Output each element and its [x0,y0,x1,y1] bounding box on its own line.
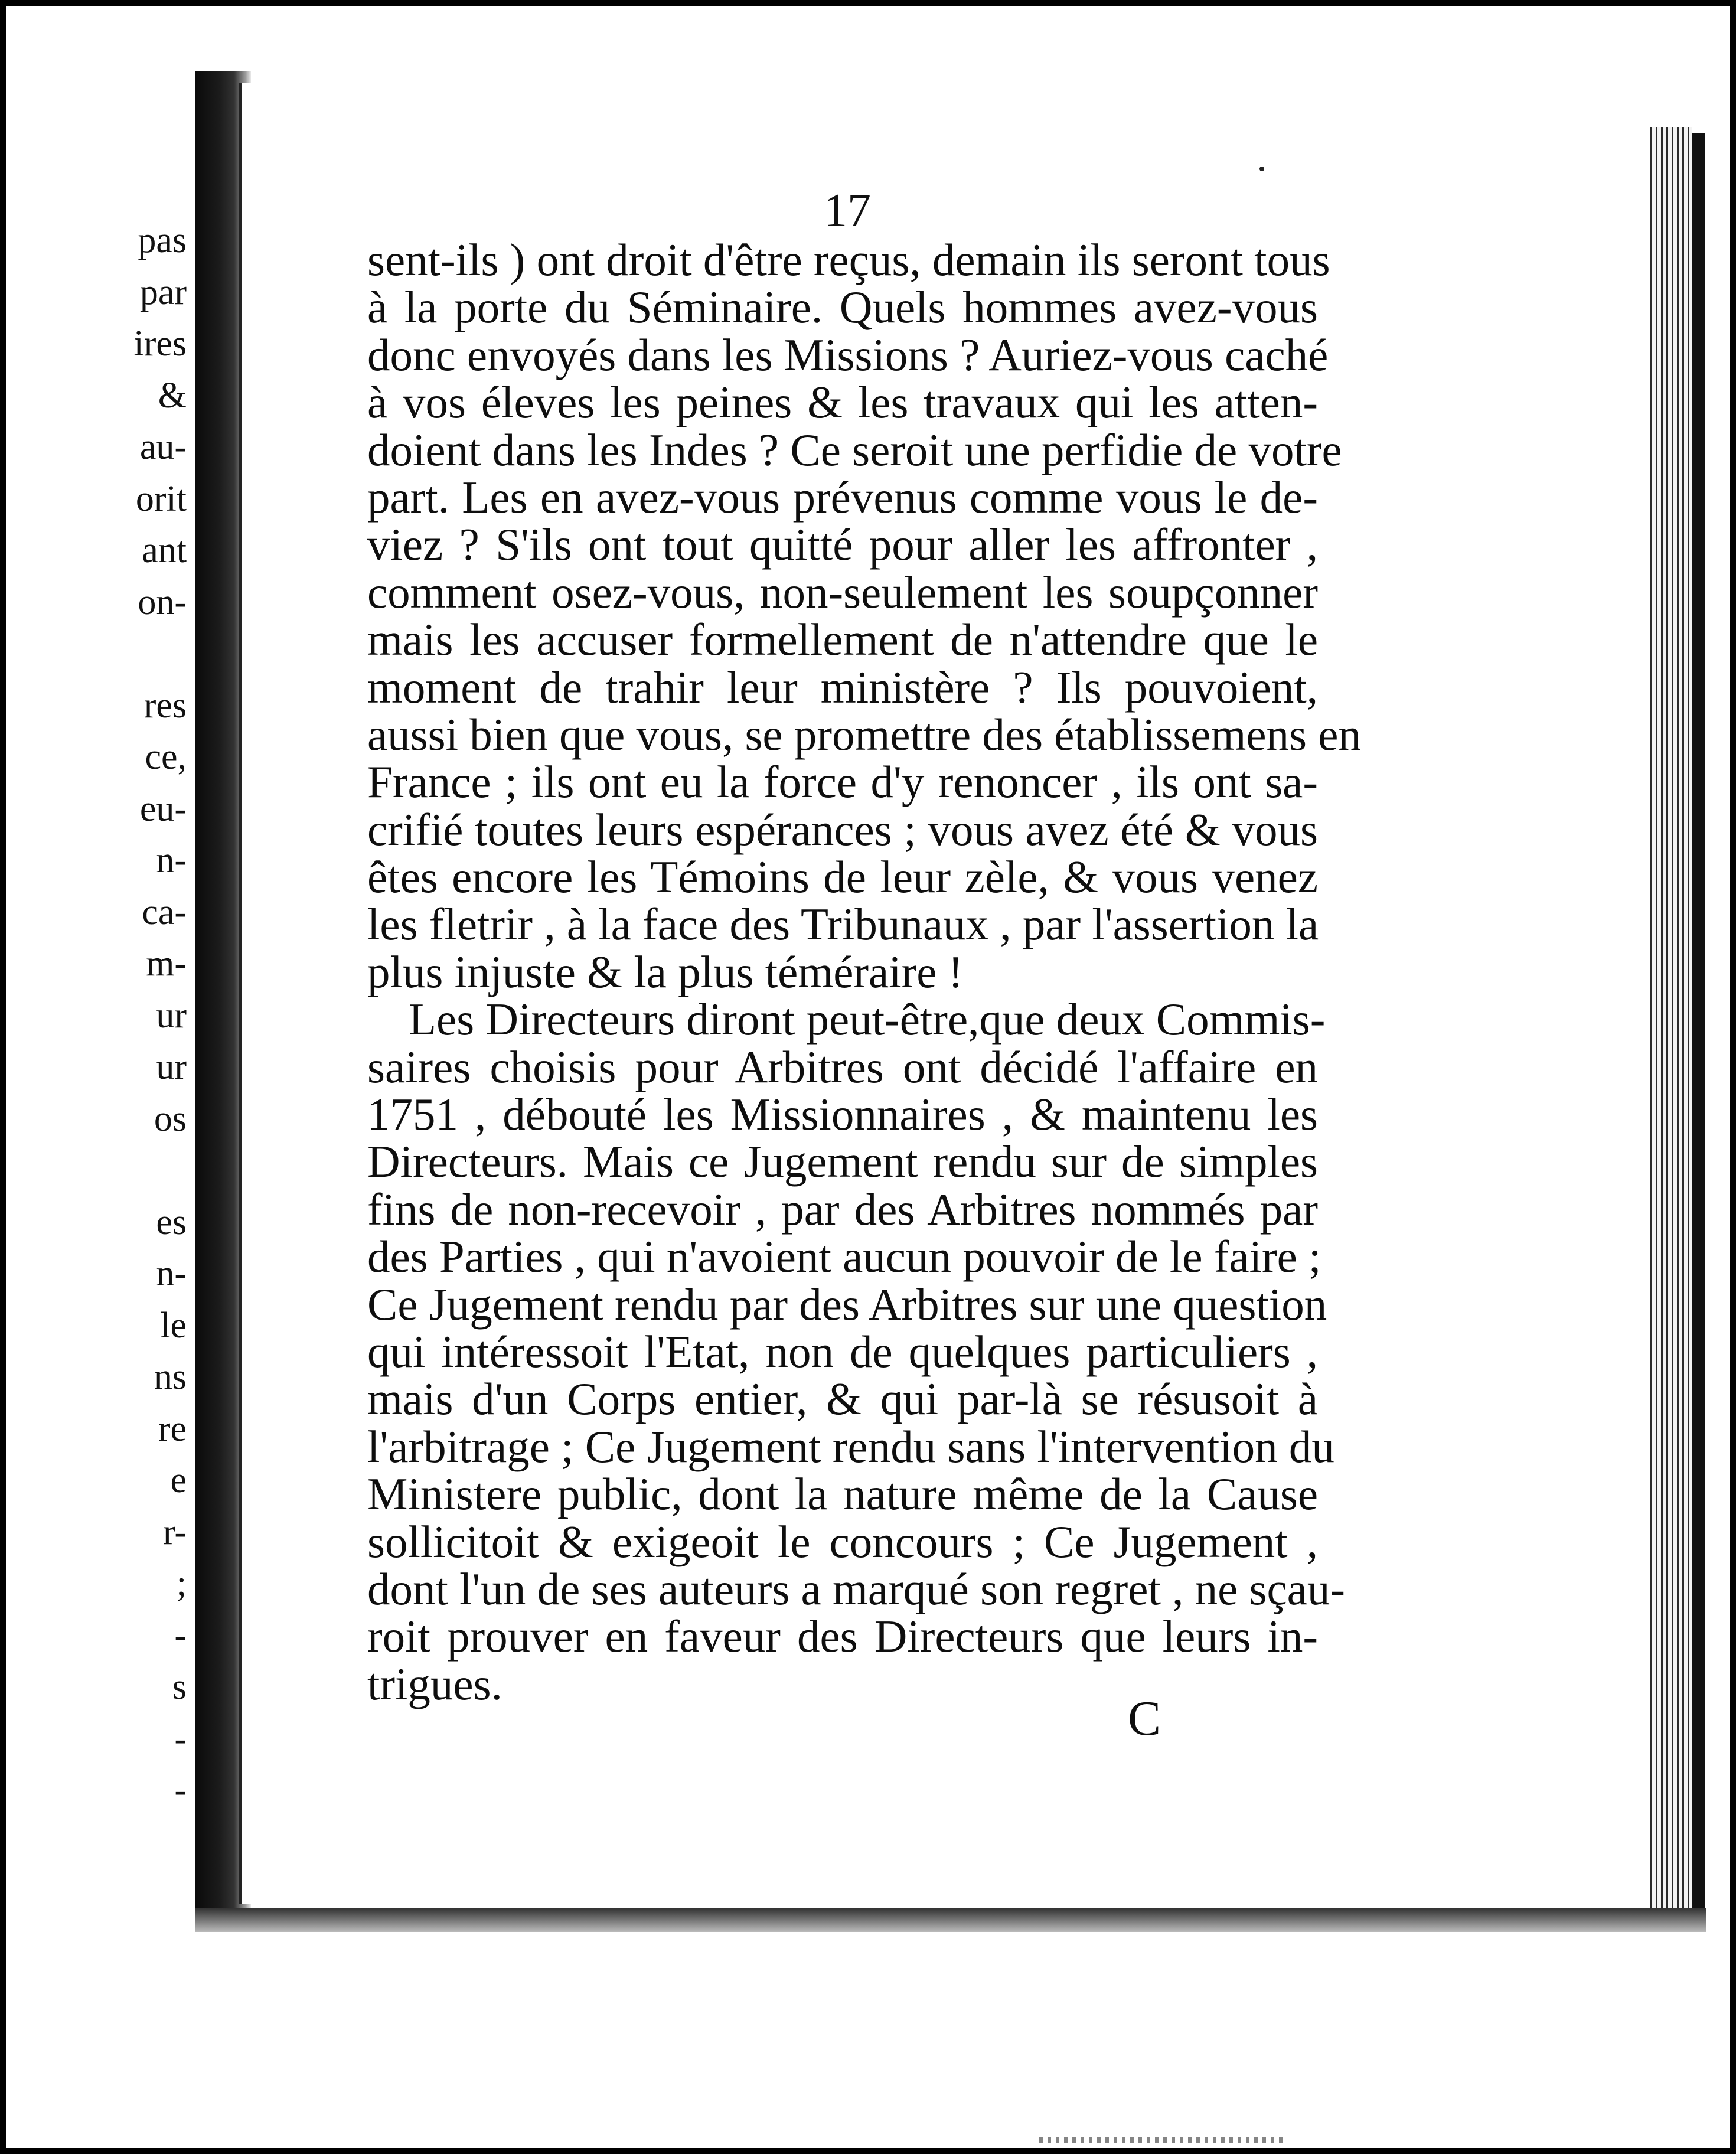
left-fragment: orit [135,478,187,519]
text-line: viez ? S'ils ont tout quitté pour aller les affronter , [367,519,1318,570]
left-page [6,76,195,1810]
left-fragment: n- [156,1254,187,1294]
left-fragment: re [158,1408,187,1449]
text-line: comment osez-vous, non-seulement les soupçonner [367,566,1318,618]
text-line: donc envoyés dans les Missions ? Auriez-vous caché [367,329,1329,380]
left-fragment: - [174,1718,187,1759]
left-page-text-fragments [133,215,187,1817]
left-fragment: ant [142,530,187,570]
text-line: les fletrir , à la face des Tribunaux , par l'assertion la [367,899,1319,950]
text-line: trigues. [367,1658,502,1709]
left-fragment: ires [133,324,187,364]
text-line: des Parties , qui n'avoient aucun pouvoir de le faire ; [367,1231,1321,1282]
left-fragment: s [172,1667,187,1707]
left-fragment: e [170,1460,187,1500]
left-fragment: ca- [142,892,187,932]
left-fragment: os [154,1098,187,1139]
text-line: êtes encore les Témoins de leur zèle, & vous venez [367,851,1318,903]
text-line: roit prouver en faveur des Directeurs que leurs in- [367,1611,1318,1662]
text-line: Ministere public, dont la nature même de la Cause [367,1468,1318,1520]
scan-top-margin [6,6,1730,76]
left-fragment: & [158,375,187,416]
scan-bottom-margin [6,1932,1730,2148]
left-fragment: ce, [145,737,187,777]
text-line: à vos éleves les peines & les travaux qui les atten- [367,377,1318,428]
left-fragment: on- [138,582,187,622]
text-line: crifié toutes leurs espérances ; vous avez été & vous [367,804,1318,855]
text-line: mais les accuser formellement de n'attendre que le [367,614,1318,665]
page-bottom-shadow [195,1908,1706,1932]
left-fragment: - [174,1615,187,1656]
left-fragment: au- [139,427,187,467]
text-line: doient dans les Indes ? Ce seroit une perfidie de votre [367,424,1342,475]
ink-speck [1259,167,1264,171]
text-line: dont l'un de ses auteurs a marqué son regret , ne sçau- [367,1563,1345,1614]
book-cover-edge [1692,133,1705,1946]
text-line: Directeurs. Mais ce Jugement rendu sur de simples [367,1136,1318,1187]
text-line: Les Directeurs diront peut-être,que deux Commis- [409,994,1326,1045]
text-line: à la porte du Séminaire. Quels hommes avez-vous [367,282,1318,333]
text-line: saires choisis pour Arbitres ont décidé l'affaire en [367,1041,1318,1092]
page-stack-edge [1650,127,1692,1946]
left-fragment [133,1145,187,1197]
left-fragment: - [174,1770,187,1810]
text-line: fins de non-recevoir , par des Arbitres nommés par [367,1183,1318,1235]
scan-artifact [1039,2137,1287,2143]
left-fragment: r- [162,1512,187,1552]
left-fragment: le [160,1305,187,1346]
left-fragment: ur [156,1047,187,1087]
text-line: l'arbitrage ; Ce Jugement rendu sans l'intervention du [367,1421,1334,1472]
left-fragment: ns [154,1357,187,1397]
text-line: plus injuste & la plus téméraire ! [367,946,964,997]
left-fragment: eu- [139,788,187,829]
text-line: qui intéressoit l'Etat, non de quelques particuliers , [367,1326,1318,1377]
text-line: moment de trahir leur ministère ? Ils pouvoient, [367,661,1318,713]
left-fragment: ur [156,995,187,1036]
left-fragment: m- [146,944,187,984]
text-line: 1751 , débouté les Missionnaires , & maintenu les [367,1089,1318,1140]
text-line: sent-ils ) ont droit d'être reçus, demain ils seront tous [367,234,1330,285]
page-number: 17 [824,185,871,237]
text-line: mais d'un Corps entier, & qui par-là se résusoit à [367,1373,1318,1425]
left-fragment: n- [156,840,187,880]
left-fragment: ; [176,1564,187,1604]
left-fragment: par [139,272,187,312]
text-line: part. Les en avez-vous prévenus comme vous le de- [367,471,1318,523]
signature-mark: C [1128,1691,1161,1746]
text-line: aussi bien que vous, se promettre des établissemens en [367,709,1361,760]
left-fragment: pas [138,220,187,260]
text-line: sollicitoit & exigeoit le concours ; Ce Jugement , [367,1516,1318,1567]
left-fragment [133,628,187,680]
left-fragment: res [143,685,187,726]
body-text [367,234,1361,1709]
left-fragment: es [156,1202,187,1242]
text-line: France ; ils ont eu la force d'y renoncer , ils ont sa- [367,756,1318,808]
text-line: Ce Jugement rendu par des Arbitres sur une question [367,1278,1327,1330]
